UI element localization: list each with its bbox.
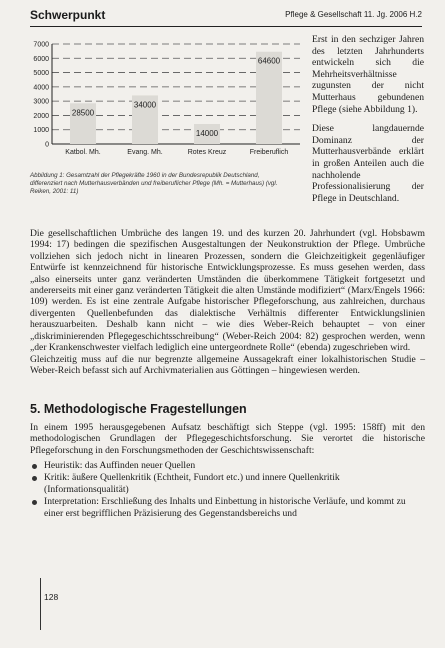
section-heading: 5. Methodologische Fragestellungen	[30, 402, 247, 416]
list-item-text: Kritik: äußere Quellenkritik (Echtheit, Fundort etc.) und innere Quellenkritik (Informationsqualität)	[44, 472, 340, 495]
paragraph: Die gesellschaftlichen Umbrüche des langen 19. und des kurzen 20. Jahrhundert (vgl. Hobsbawm 1994: 17) bedingen die spezifischen Ausgestaltungen der Neukonstruktion der Pflege. Umbrüche vollziehen sich jedoch nicht in linearen Prozessen, sondern die Gleichzeitigkeit gegenläufiger Entwürfe ist kennzeichnend für historische Entwicklungsprozesse. Es muss gesehen werden, dass „also einerseits unter ganz veränderten Umständen die überkommene Tätigkeit fortgesetzt und andererseits mit einer ganz veränderten Tätigkeit die alten Umstände modifiziert“ (Marx/Engels 1966: 109) werden. Es ist eine zentrale Aufgabe historischer Pflegeforschung, aus zahlreichen, durchaus divergenten Quellenbefunden das dialektische Verhältnis differenter Entwicklungslinien herauszuarbeiten. Deshalb kann nicht – wie dies Weber-Reich behauptet – von einer „diskriminierenden Pflegegeschichtsschreibung“ (Weber-Reich 2004: 82) gesprochen werden, wenn „der Krankenschwester vielfach lediglich eine untergeordnete Rolle“ (ebenda) zugeschrieben wird.	[30, 228, 425, 354]
body-paragraph	[30, 228, 425, 361]
sidebar-text-column	[312, 34, 424, 212]
paragraph: Diese langdauernde Dominanz der Mutterhausverbände erklärt in großen Anteilen auch die nachholende Professionalisierung der Pflege in Deutschland.	[312, 123, 424, 204]
list-item-text: Heuristik: das Auffinden neuer Quellen	[44, 460, 196, 471]
y-tick-label: 4000	[33, 84, 49, 92]
y-tick-label: 1000	[33, 127, 49, 135]
figure-caption: Abbildung 1: Gesamtzahl der Pflegekräfte 1960 in der Bundesrepublik Deutschland, differenziert nach Mutterhausverbänden und freiberuflicher Pflege (Mh. = Mutterhaus) (vgl. Reiken, 2001: 11)	[30, 172, 278, 195]
body-paragraph	[30, 354, 425, 385]
x-tick-label: Freiberuflich	[249, 149, 289, 156]
data-label: 64600	[257, 56, 281, 66]
paragraph: Erst in den sechziger Jahren des letzten Jahrhunderts entwickeln sich die Mehrheitsverhältnisse zugunsten der nicht Mutterhaus gebundenen Pflege (siehe Abbildung 1).	[312, 34, 424, 115]
data-label: 34000	[133, 100, 157, 110]
paragraph: Gleichzeitig muss auf die nur begrenzte allgemeine Aussagekraft einer lokalhistorischen Studie – Weber-Reich befasst sich auf Archivmaterialien aus Göttingen – hingewiesen werden.	[30, 354, 425, 377]
y-tick-label: 7000	[33, 41, 49, 49]
x-tick-label: Rotes Kreuz	[187, 149, 227, 156]
body-paragraph	[30, 422, 425, 464]
paragraph: In einem 1995 herausgegebenen Aufsatz beschäftigt sich Steppe (vgl. 1995: 158ff) mit den methodologischen Grundlagen der Pflegegeschichtsforschung. Sie verortet die historische Pflegeforschung in den Forschungsmethoden der Geschichtswissenschaft:	[30, 422, 425, 456]
y-tick-label: 2000	[33, 112, 49, 120]
data-label: 28500	[71, 108, 95, 118]
y-tick-label: 5000	[33, 70, 49, 78]
list-item	[30, 472, 425, 495]
bullet-icon	[32, 464, 37, 469]
x-tick-label: Katbol. Mh.	[65, 149, 101, 156]
list-item-text: Interpretation: Erschließung des Inhalts und Einbettung in historische Verläufe, und kommt zu einer erst begrifflichen Präzisierung des Gegenstandsbereichs und	[44, 496, 406, 519]
bullet-list	[30, 460, 425, 520]
list-item	[30, 496, 425, 519]
page-number: 128	[44, 592, 59, 602]
x-tick-label: Evang. Mh.	[127, 149, 163, 156]
section-title: Schwerpunkt	[30, 8, 106, 22]
y-tick-label: 6000	[33, 55, 49, 63]
bullet-icon	[32, 476, 37, 481]
running-header	[30, 6, 422, 27]
page-rule	[40, 578, 41, 630]
y-tick-label: 0	[45, 141, 49, 149]
data-label: 14000	[195, 129, 219, 138]
list-item	[30, 460, 425, 471]
bullet-icon	[32, 500, 37, 505]
journal-reference: Pflege & Gesellschaft 11. Jg. 2006 H.2	[285, 10, 422, 19]
bar-chart-svg	[18, 38, 306, 180]
bar-chart	[18, 38, 306, 180]
y-tick-label: 3000	[33, 98, 49, 106]
